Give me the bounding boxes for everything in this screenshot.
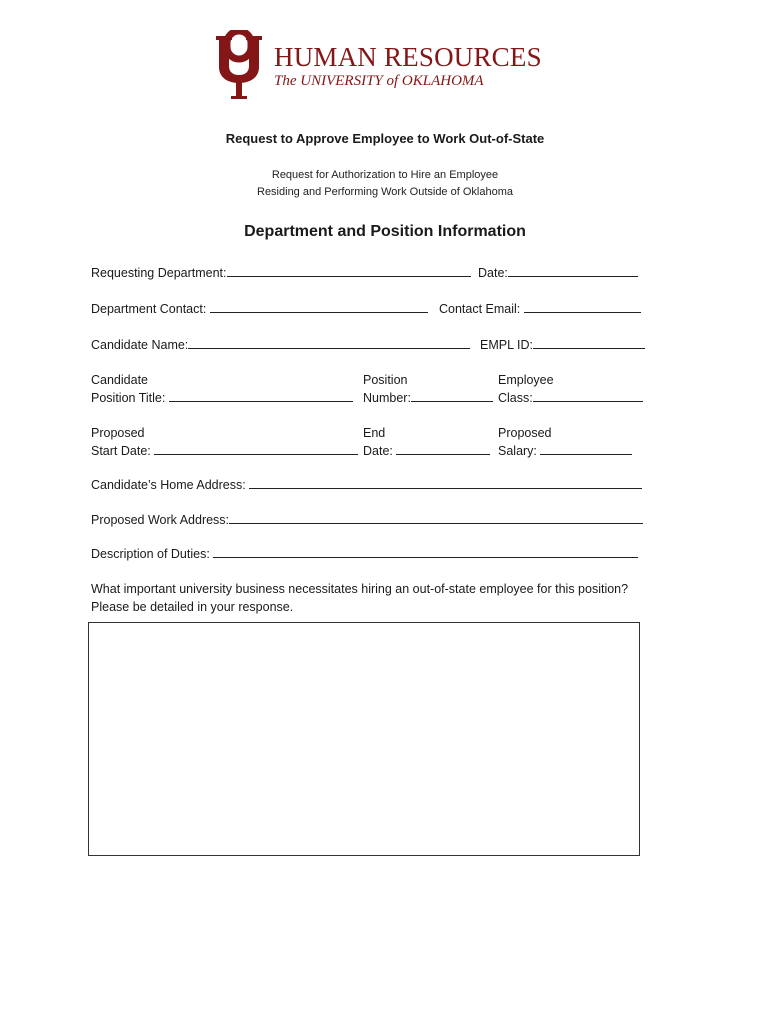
date-line[interactable] bbox=[508, 264, 638, 277]
question-line-2: Please be detailed in your response. bbox=[91, 600, 294, 614]
ou-logo-icon bbox=[212, 30, 266, 100]
duties-line[interactable] bbox=[213, 545, 638, 558]
proposed-start-date-field[interactable] bbox=[91, 424, 358, 460]
work-address-line[interactable] bbox=[229, 511, 643, 524]
contact-email-field[interactable] bbox=[439, 300, 641, 316]
proposed-salary-label-2: Salary: bbox=[498, 444, 537, 458]
document-title: Request to Approve Employee to Work Out-of-State bbox=[225, 131, 545, 146]
requesting-department-field[interactable] bbox=[91, 264, 471, 280]
employee-class-line[interactable] bbox=[533, 389, 643, 402]
logo-title: HUMAN RESOURCES bbox=[274, 42, 542, 72]
proposed-start-label-1: Proposed bbox=[91, 426, 145, 440]
candidate-name-label: Candidate Name: bbox=[91, 338, 189, 352]
duties-label: Description of Duties: bbox=[91, 547, 210, 561]
proposed-salary-label-1: Proposed bbox=[498, 426, 552, 440]
justification-answer-box[interactable] bbox=[88, 622, 640, 856]
empl-id-label: EMPL ID: bbox=[480, 338, 534, 352]
proposed-start-date-line[interactable] bbox=[154, 442, 358, 455]
document-subtitle-line1: Request for Authorization to Hire an Employee bbox=[271, 169, 499, 181]
candidate-position-title-label-2: Position Title: bbox=[91, 391, 166, 405]
contact-email-label: Contact Email: bbox=[439, 302, 521, 316]
position-number-label-2: Number: bbox=[363, 391, 411, 405]
proposed-salary-field[interactable] bbox=[498, 424, 632, 460]
candidate-name-line[interactable] bbox=[188, 336, 470, 349]
candidate-position-title-field[interactable] bbox=[91, 371, 353, 407]
empl-id-field[interactable] bbox=[480, 336, 645, 352]
candidate-position-title-line[interactable] bbox=[169, 389, 353, 402]
empl-id-line[interactable] bbox=[533, 336, 645, 349]
contact-email-line[interactable] bbox=[524, 300, 641, 313]
employee-class-label-1: Employee bbox=[498, 373, 554, 387]
candidate-name-field[interactable] bbox=[91, 336, 470, 352]
home-address-field[interactable] bbox=[91, 476, 642, 492]
department-contact-field[interactable] bbox=[91, 300, 428, 316]
section-title: Department and Position Information bbox=[244, 223, 526, 240]
date-field[interactable] bbox=[478, 264, 638, 280]
requesting-department-label: Requesting Department: bbox=[91, 266, 227, 280]
end-date-label-1: End bbox=[363, 426, 386, 440]
end-date-field[interactable] bbox=[363, 424, 490, 460]
candidate-position-title-label-1: Candidate bbox=[91, 373, 148, 387]
business-justification-question bbox=[91, 580, 651, 616]
position-number-field[interactable] bbox=[363, 371, 493, 407]
employee-class-label-2: Class: bbox=[498, 391, 533, 405]
proposed-salary-line[interactable] bbox=[540, 442, 632, 455]
employee-class-field[interactable] bbox=[498, 371, 643, 407]
home-address-label: Candidate’s Home Address: bbox=[91, 478, 246, 492]
home-address-line[interactable] bbox=[249, 476, 642, 489]
end-date-line[interactable] bbox=[396, 442, 490, 455]
hr-logo bbox=[212, 30, 542, 102]
date-label: Date: bbox=[478, 266, 508, 280]
logo-subtitle: The UNIVERSITY of OKLAHOMA bbox=[274, 73, 484, 89]
department-contact-line[interactable] bbox=[210, 300, 428, 313]
department-contact-label: Department Contact: bbox=[91, 302, 207, 316]
end-date-label-2: Date: bbox=[363, 444, 393, 458]
proposed-start-label-2: Start Date: bbox=[91, 444, 151, 458]
work-address-field[interactable] bbox=[91, 511, 643, 527]
work-address-label: Proposed Work Address: bbox=[91, 513, 230, 527]
document-subtitle-line2: Residing and Performing Work Outside of Oklahoma bbox=[257, 186, 513, 198]
position-number-line[interactable] bbox=[411, 389, 493, 402]
requesting-department-line[interactable] bbox=[227, 264, 471, 277]
position-number-label-1: Position bbox=[363, 373, 408, 387]
question-line-1: What important university business necessitates hiring an out-of-state employee for this position? bbox=[91, 582, 629, 596]
duties-field[interactable] bbox=[91, 545, 638, 561]
